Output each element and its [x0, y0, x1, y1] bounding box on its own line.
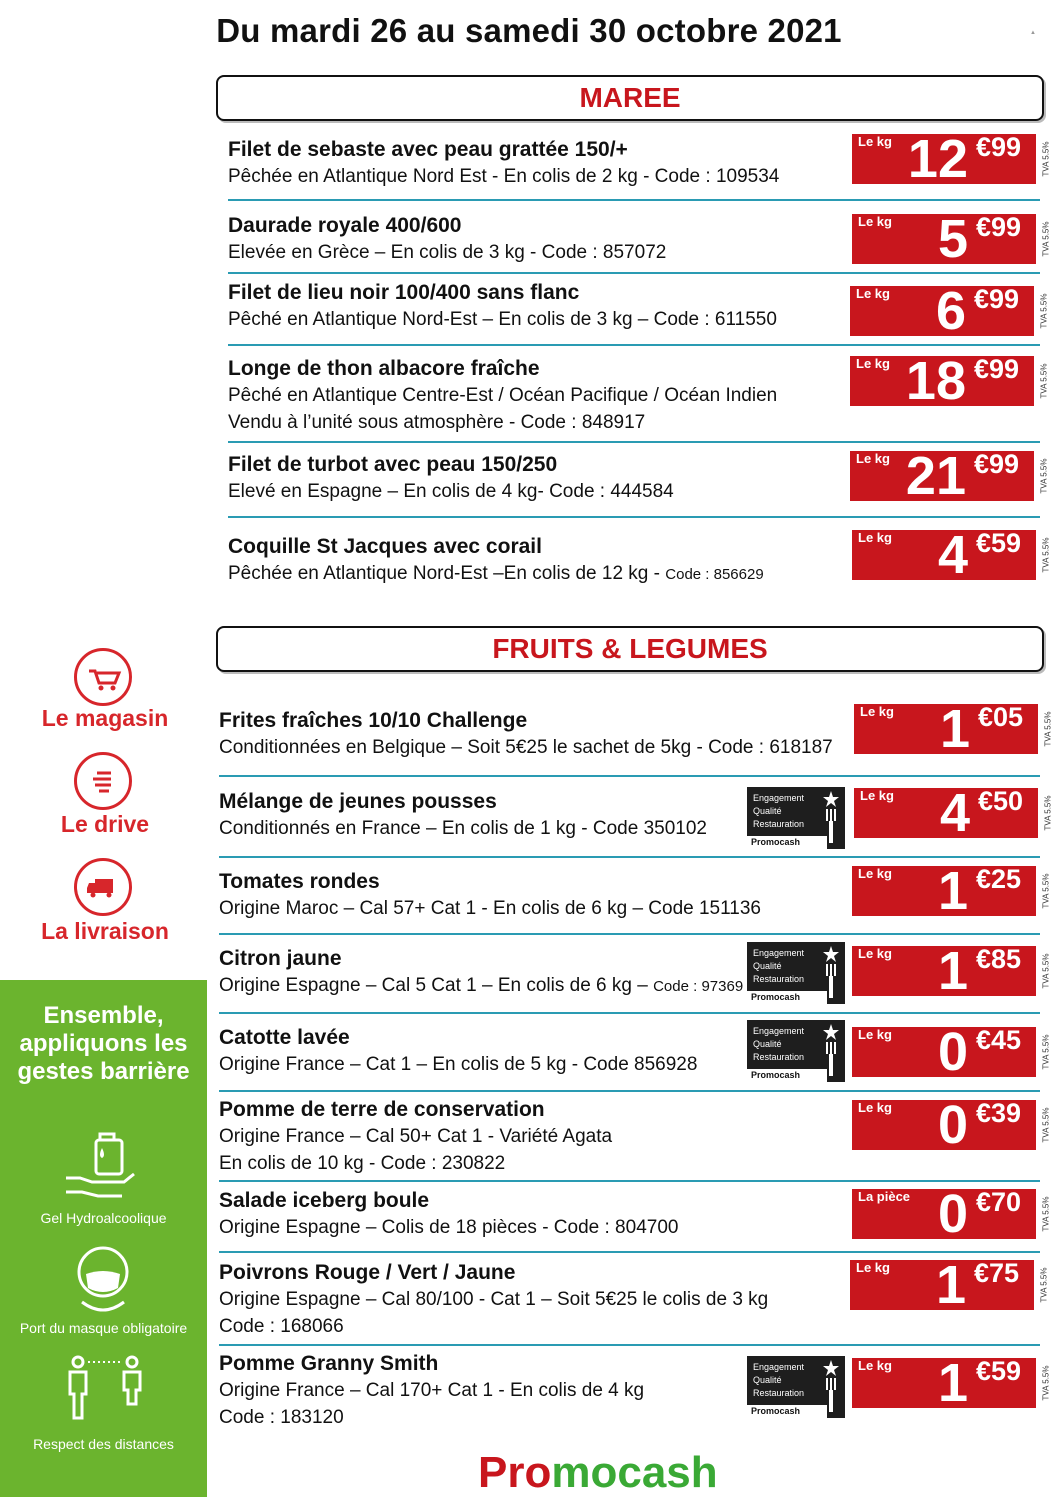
- product-desc: Origine Espagne – Cal 5 Cat 1 – En colis de 6 kg –: [219, 975, 654, 996]
- social-distance-icon: [62, 1354, 152, 1424]
- divider: [228, 272, 1040, 274]
- divider: [219, 1180, 1040, 1182]
- price-cents: €75: [974, 1258, 1020, 1288]
- tva-label: TVA 5.5%: [1041, 1196, 1051, 1232]
- product-desc: Origine France – Cal 170+ Cat 1 - En colis de 4 kg: [219, 1380, 645, 1401]
- product-name: Longe de thon albacore fraîche: [228, 357, 540, 380]
- tva-label: TVA 5.5%: [1041, 1034, 1051, 1070]
- product-desc: Elevé en Espagne – En colis de 4 kg- Code : 444584: [228, 481, 674, 502]
- price-tag: [850, 281, 1049, 341]
- product-desc: Conditionnées en Belgique – Soit 5€25 le sachet de 5kg - Code : 618187: [219, 737, 833, 758]
- product-desc: Pêché en Atlantique Centre-Est / Océan Pacifique / Océan Indien: [228, 385, 778, 406]
- price-tag: [852, 1095, 1051, 1155]
- product-code: Code : 856629: [665, 566, 764, 583]
- product-name: Daurade royale 400/600: [228, 214, 462, 237]
- face-mask-icon: [68, 1242, 138, 1314]
- barrier-gestures-panel: [0, 980, 207, 1497]
- price-tag: [852, 941, 1051, 1001]
- badge-text: Restauration: [753, 1388, 805, 1398]
- price-euros: 6: [935, 281, 966, 341]
- price-tag: [852, 129, 1051, 189]
- price-euros: 4: [937, 525, 968, 585]
- price-unit: Le kg: [858, 866, 892, 881]
- tva-label: TVA 5.5%: [1041, 1365, 1051, 1401]
- product-desc: Conditionnés en France – En colis de 1 kg - Code 350102: [219, 818, 707, 839]
- badge-text: Engagement: [753, 793, 805, 803]
- channel-drive: Le drive: [60, 811, 150, 837]
- tva-label: TVA 5.5%: [1041, 873, 1051, 909]
- product-name: Filet de lieu noir 100/400 sans flanc: [228, 281, 580, 304]
- product-item: [219, 1259, 839, 1340]
- product-item: [219, 1350, 839, 1431]
- divider: [219, 856, 1040, 858]
- product-name: Pomme de terre de conservation: [219, 1098, 545, 1121]
- price-cents: €59: [976, 528, 1022, 558]
- promocash-logo: [478, 1448, 718, 1498]
- product-item: [219, 945, 839, 1000]
- price-euros: 1: [939, 699, 970, 759]
- quality-badge: [747, 787, 845, 849]
- product-desc: Pêché en Atlantique Nord-Est – En colis de 3 kg – Code : 611550: [228, 309, 777, 330]
- product-name: Citron jaune: [219, 947, 342, 970]
- divider: [219, 1090, 1040, 1092]
- product-name: Salade iceberg boule: [219, 1189, 430, 1212]
- price-cents: €39: [976, 1098, 1022, 1128]
- price-tag: [852, 1022, 1051, 1082]
- badge-brand: Promocash: [747, 836, 827, 849]
- product-desc: Origine France – Cal 50+ Cat 1 - Variété Agata: [219, 1126, 613, 1147]
- price-unit: Le kg: [860, 704, 894, 719]
- product-desc: Origine Maroc – Cal 57+ Cat 1 - En colis de 6 kg – Code 151136: [219, 898, 761, 919]
- price-unit: Le kg: [858, 1358, 892, 1373]
- cart-icon: [74, 648, 132, 706]
- price-cents: €50: [978, 786, 1024, 816]
- product-item: [219, 707, 839, 761]
- product-name: Poivrons Rouge / Vert / Jaune: [219, 1261, 516, 1284]
- quality-badge: [747, 1020, 845, 1082]
- tva-label: TVA 5.5%: [1039, 458, 1049, 494]
- badge-text: Qualité: [753, 806, 782, 816]
- product-name: Coquille St Jacques avec corail: [228, 535, 542, 558]
- product-item: [219, 868, 839, 922]
- price-unit: Le kg: [860, 788, 894, 803]
- truck-icon: [74, 858, 132, 916]
- badge-brand: Promocash: [747, 1405, 827, 1418]
- price-cents: €99: [974, 284, 1020, 314]
- distance-caption: Respect des distances: [33, 1436, 174, 1452]
- product-desc: Pêchée en Atlantique Nord Est - En colis de 2 kg - Code : 109534: [228, 166, 780, 187]
- price-euros: 4: [939, 783, 970, 843]
- price-euros: 0: [937, 1184, 968, 1244]
- product-item: [219, 788, 839, 842]
- section-maree: MAREE: [216, 75, 1044, 121]
- price-unit: Le kg: [858, 214, 892, 229]
- price-cents: €25: [976, 864, 1022, 894]
- price-unit: Le kg: [858, 946, 892, 961]
- price-cents: €70: [976, 1187, 1022, 1217]
- price-euros: 1: [935, 1255, 966, 1315]
- product-desc: Origine Espagne – Cal 80/100 - Cat 1 – Soit 5€25 le colis de 3 kg: [219, 1289, 769, 1310]
- divider: [228, 199, 1040, 201]
- product-item: [228, 136, 848, 190]
- divider: [219, 1344, 1040, 1346]
- gestures-title: Ensemble, appliquons les gestes barrière: [17, 1002, 190, 1085]
- price-euros: 12: [907, 129, 968, 189]
- price-unit: Le kg: [856, 1260, 890, 1275]
- product-name: Catotte lavée: [219, 1026, 350, 1049]
- price-tag: [852, 1353, 1051, 1413]
- price-tag: [854, 783, 1053, 843]
- channel-magasin: Le magasin: [41, 705, 169, 731]
- price-cents: €99: [976, 212, 1022, 242]
- price-tag: [850, 1255, 1049, 1315]
- tva-label: TVA 5.5%: [1041, 141, 1051, 177]
- price-euros: 0: [937, 1095, 968, 1155]
- product-item: [228, 212, 848, 266]
- gel-caption: Gel Hydroalcoolique: [40, 1210, 167, 1226]
- divider: [219, 775, 1040, 777]
- price-unit: Le kg: [856, 356, 890, 371]
- price-cents: €99: [976, 132, 1022, 162]
- price-unit: Le kg: [858, 134, 892, 149]
- drive-icon: [74, 752, 132, 810]
- mask-caption: Port du masque obligatoire: [19, 1320, 188, 1336]
- divider: [219, 1251, 1040, 1253]
- price-tag: [854, 699, 1053, 759]
- divider: [228, 516, 1040, 518]
- badge-text: Engagement: [753, 948, 805, 958]
- price-cents: €99: [974, 449, 1020, 479]
- product-item: [228, 533, 848, 588]
- badge-brand: Promocash: [747, 991, 827, 1004]
- section-fruits-legumes: FRUITS & LEGUMES: [216, 626, 1044, 672]
- product-desc: Elevée en Grèce – En colis de 3 kg - Code : 857072: [228, 242, 667, 263]
- product-item: [219, 1024, 839, 1078]
- product-desc: Vendu à l’unité sous atmosphère - Code : 848917: [228, 412, 646, 433]
- price-tag: [852, 1184, 1051, 1244]
- badge-text: Engagement: [753, 1026, 805, 1036]
- product-name: Frites fraîches 10/10 Challenge: [219, 709, 528, 732]
- divider: [228, 344, 1040, 346]
- product-code: Code : 97369: [653, 978, 744, 995]
- price-cents: €45: [976, 1025, 1022, 1055]
- badge-text: Restauration: [753, 1052, 805, 1062]
- product-item: [219, 1187, 839, 1241]
- price-unit: Le kg: [858, 1027, 892, 1042]
- product-name: Tomates rondes: [219, 870, 380, 893]
- product-desc: Origine Espagne – Colis de 18 pièces - Code : 804700: [219, 1217, 679, 1238]
- price-euros: 21: [905, 446, 966, 506]
- price-tag: [850, 446, 1049, 506]
- price-tag: [850, 351, 1049, 411]
- price-euros: 0: [937, 1022, 968, 1082]
- tva-label: TVA 5.5%: [1039, 293, 1049, 329]
- product-name: Filet de sebaste avec peau grattée 150/+: [228, 138, 628, 161]
- product-desc: Code : 183120: [219, 1407, 344, 1428]
- tva-label: TVA 5.5%: [1041, 537, 1051, 573]
- badge-brand: Promocash: [747, 1069, 827, 1082]
- tva-label: TVA 5.5%: [1043, 711, 1053, 747]
- badge-text: Restauration: [753, 819, 805, 829]
- tva-label: TVA 5.5%: [1039, 363, 1049, 399]
- corner-mark: ▲: [1030, 30, 1036, 36]
- logo-mocash: mocash: [551, 1448, 718, 1497]
- price-euros: 1: [937, 861, 968, 921]
- product-item: [228, 451, 848, 505]
- price-euros: 18: [905, 351, 966, 411]
- price-tag: [852, 525, 1051, 585]
- badge-text: Restauration: [753, 974, 805, 984]
- logo-pro: Pro: [478, 1448, 552, 1497]
- tva-label: TVA 5.5%: [1041, 953, 1051, 989]
- price-unit: La pièce: [858, 1189, 911, 1204]
- price-euros: 1: [937, 1353, 968, 1413]
- price-cents: €99: [974, 354, 1020, 384]
- divider: [219, 933, 1040, 935]
- tva-label: TVA 5.5%: [1041, 1107, 1051, 1143]
- product-name: Filet de turbot avec peau 150/250: [228, 453, 558, 476]
- product-name: Mélange de jeunes pousses: [219, 790, 497, 813]
- badge-text: Qualité: [753, 961, 782, 971]
- channel-livraison: La livraison: [41, 918, 169, 944]
- quality-badge: [747, 1356, 845, 1418]
- product-desc: Pêchée en Atlantique Nord-Est –En colis de 12 kg -: [228, 563, 666, 584]
- quality-badge: [747, 942, 845, 1004]
- tva-label: TVA 5.5%: [1041, 221, 1051, 257]
- product-name: Pomme Granny Smith: [219, 1352, 439, 1375]
- badge-text: Engagement: [753, 1362, 805, 1372]
- tva-label: TVA 5.5%: [1039, 1267, 1049, 1303]
- price-euros: 1: [937, 941, 968, 1001]
- price-unit: Le kg: [858, 1100, 892, 1115]
- tva-label: TVA 5.5%: [1043, 795, 1053, 831]
- price-euros: 5: [937, 209, 968, 269]
- price-unit: Le kg: [858, 530, 892, 545]
- hand-sanitizer-icon: [62, 1130, 142, 1200]
- badge-text: Qualité: [753, 1039, 782, 1049]
- page-title: Du mardi 26 au samedi 30 octobre 2021: [216, 12, 842, 49]
- badge-text: Qualité: [753, 1375, 782, 1385]
- divider: [219, 1012, 1040, 1014]
- price-cents: €59: [976, 1356, 1022, 1386]
- product-item: [228, 279, 848, 333]
- price-cents: €85: [976, 944, 1022, 974]
- product-item: [228, 355, 848, 436]
- price-tag: [852, 209, 1051, 269]
- product-desc: En colis de 10 kg - Code : 230822: [219, 1153, 506, 1174]
- product-desc: Origine France – Cat 1 – En colis de 5 kg - Code 856928: [219, 1054, 698, 1075]
- price-tag: [852, 861, 1051, 921]
- product-desc: Code : 168066: [219, 1316, 344, 1337]
- price-cents: €05: [978, 702, 1024, 732]
- product-item: [219, 1096, 839, 1177]
- divider: [228, 441, 1040, 443]
- price-unit: Le kg: [856, 451, 890, 466]
- price-unit: Le kg: [856, 286, 890, 301]
